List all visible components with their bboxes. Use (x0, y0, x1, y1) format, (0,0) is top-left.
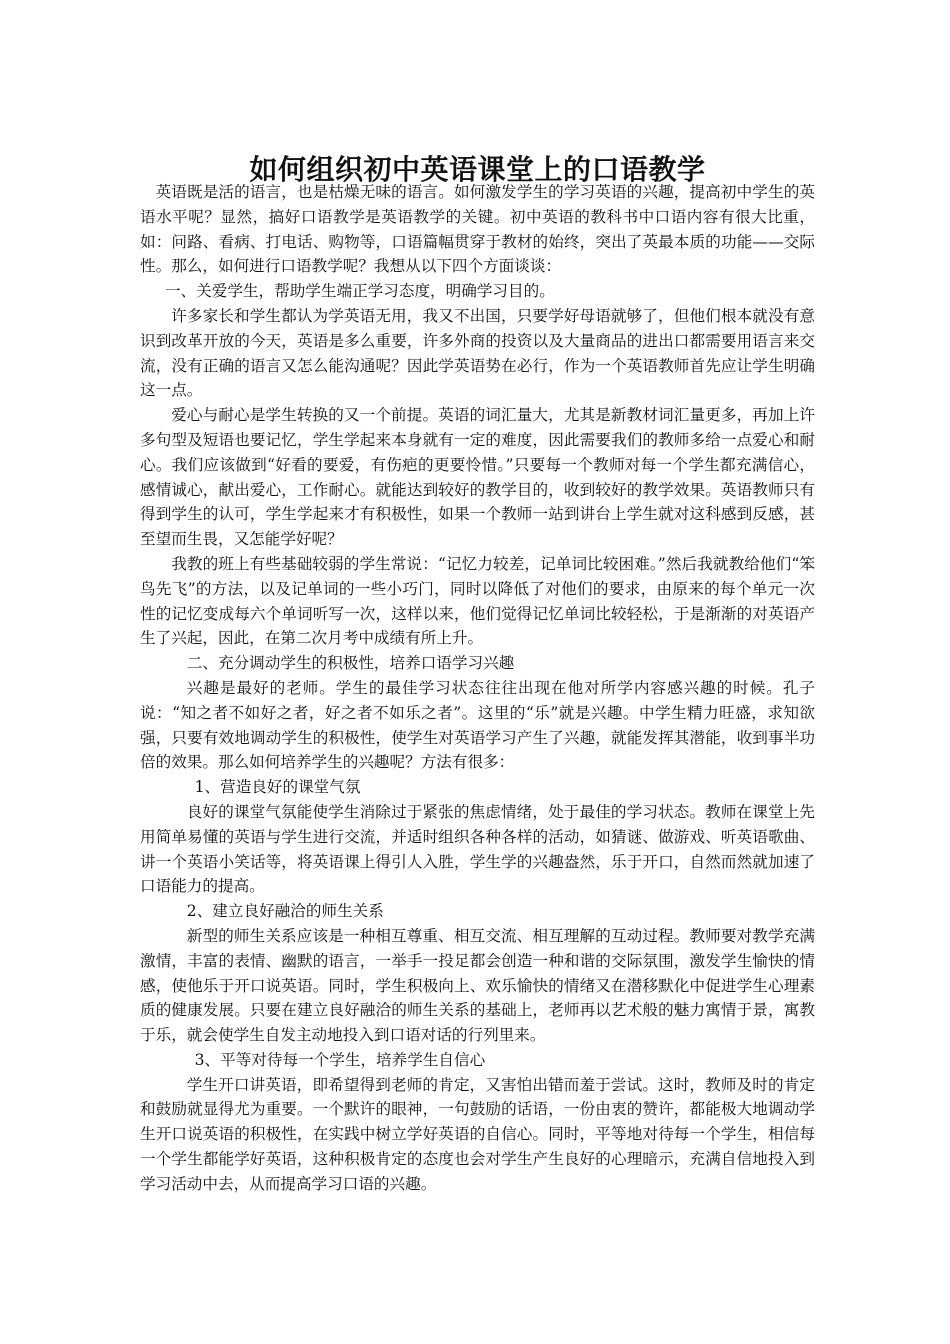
paragraph: 新型的师生关系应该是一种相互尊重、相互交流、相互理解的互动过程。教师要对教学充满激情，丰富的表情、幽默的语言，一举手一投足都会创造一种和谐的交际氛围，激发学生愉快的情感，使他乐于开口说英语。同时，学生积极向上、欢乐愉快的情绪又在潜移默化中促进学生心理素质的健康发展。只要在建立良好融洽的师生关系的基础上，老师再以艺术般的魅力寓情于景，寓教于乐，就会使学生自发主动地投入到口语对话的行列里来。 (140, 926, 815, 1045)
section-heading: 2、建立良好融洽的师生关系 (186, 902, 384, 921)
paragraph: 许多家长和学生都认为学英语无用，我又不出国，只要学好母语就够了，但他们根本就没有意识到改革开放的今天，英语是多么重要，许多外商的投资以及大量商品的进出口都需要用语言来交流，没有正确的语言又怎么能沟通呢？因此学英语势在必行，作为一个英语教师首先应让学生明确这一点。 (140, 306, 815, 400)
section-heading: 1、营造良好的课堂气氛 (194, 778, 361, 797)
paragraph: 我教的班上有些基础较弱的学生常说：“记忆力较差，记单词比较困难。”然后我就教给他们“笨鸟先飞”的方法，以及记单词的一些小巧门，同时以降低了对他们的要求，由原来的每个单元一次性的记忆变成每六个单词听写一次，这样以来，他们觉得记忆单词比较轻松，于是渐渐的对英语产生了兴起，因此，在第二次月考中成绩有所上升。 (140, 554, 815, 648)
paragraph: 爱心与耐心是学生转换的又一个前提。英语的词汇量大，尤其是新教材词汇量更多，再加上许多句型及短语也要记忆，学生学起来本身就有一定的难度，因此需要我们的教师多给一点爱心和耐心。我们应该做到“好看的要爱，有伤疤的更要怜惜。”只要每一个教师对每一个学生都充满信心，感情诚心，献出爱心，工作耐心。就能达到较好的教学目的，收到较好的教学效果。英语教师只有得到学生的认可，学生学起来才有积极性，如果一个教师一站到讲台上学生就对这科感到反感，甚至望而生畏，又怎能学好呢？ (140, 406, 815, 549)
section-heading: 一、关爱学生，帮助学生端正学习态度，明确学习目的。 (164, 282, 555, 301)
paragraph: 英语既是活的语言，也是枯燥无味的语言。如何激发学生的学习英语的兴趣，提高初中学生的英语水平呢？显然，搞好口语教学是英语教学的关键。初中英语的教科书中口语内容有很大比重，如：问路、看病、打电话、购物等，口语篇幅贯穿于教材的始终，突出了英最本质的功能——交际性。那么，如何进行口语教学呢？我想从以下四个方面谈谈： (140, 183, 815, 276)
section-heading: 二、充分调动学生的积极性，培养口语学习兴趣 (186, 654, 515, 673)
paragraph: 兴趣是最好的老师。学生的最佳学习状态往往出现在他对所学内容感兴趣的时候。孔子说：“知之者不如好之者，好之者不如乐之者”。这里的“乐”就是兴趣。中学生精力旺盛，求知欲强，只要有效地调动学生的积极性，使学生对英语学习产生了兴趣，就能发挥其潜能，收到事半功倍的效果。那么如何培养学生的兴趣呢？方法有很多： (140, 678, 815, 772)
paragraph: 良好的课堂气氛能使学生消除过于紧张的焦虑情绪，处于最佳的学习状态。教师在课堂上先用简单易懂的英语与学生进行交流，并适时组织各种各样的活动，如猜谜、做游戏、听英语歌曲、讲一个英语小笑话等，将英语课上得引人入胜，学生学的兴趣盎然，乐于开口，自然而然就加速了口语能力的提高。 (140, 802, 815, 896)
document-title: 如何组织初中英语课堂上的口语教学 (249, 152, 706, 186)
document-body (140, 180, 815, 1197)
section-heading: 3、平等对待每一个学生，培养学生自信心 (194, 1050, 486, 1069)
paragraph: 学生开口讲英语，即希望得到老师的肯定，又害怕出错而羞于尝试。这时，教师及时的肯定和鼓励就显得尤为重要。一个默许的眼神，一句鼓励的话语，一份由衷的赞许，都能极大地调动学生开口说英语的积极性，在实践中树立学好英语的自信心。同时，平等地对待每一个学生，相信每一个学生都能学好英语，这种积极肯定的态度也会对学生产生良好的心理暗示，充满自信地投入到学习活动中去，从而提高学习口语的兴趣。 (140, 1075, 815, 1193)
